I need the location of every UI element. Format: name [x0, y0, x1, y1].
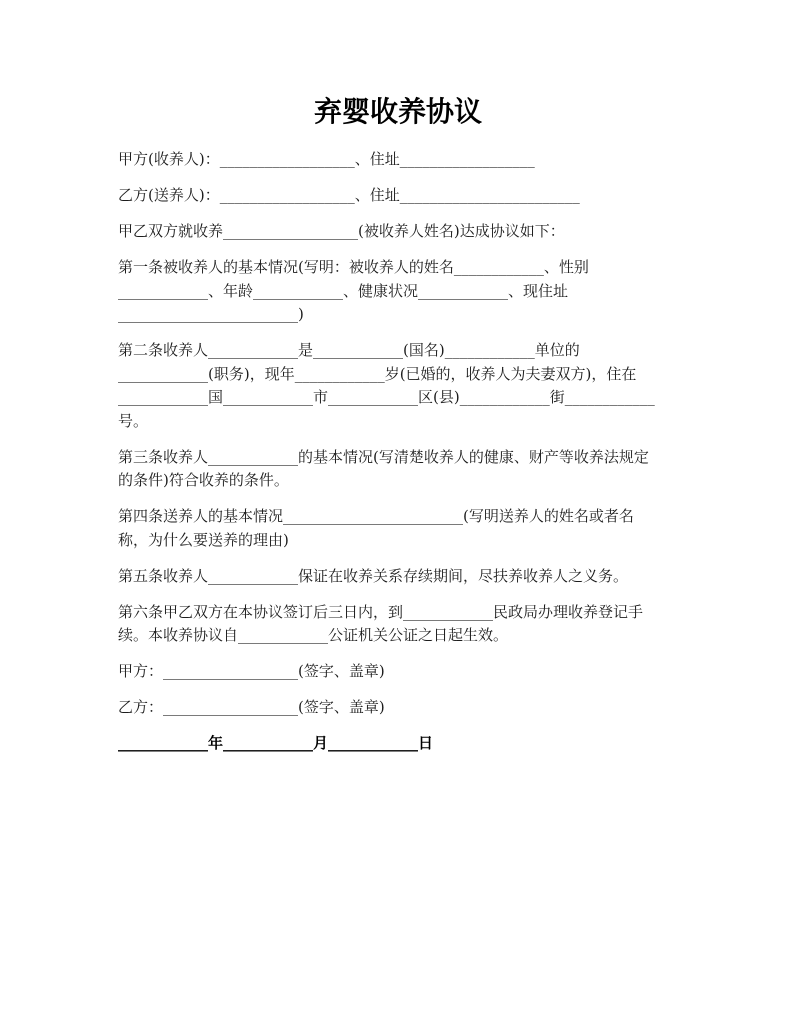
clause-3	[118, 446, 718, 493]
clause-6	[118, 601, 718, 648]
clause-6-line-1: 第六条甲乙双方在本协议签订后三日内，到____________民政局办理收养登记手	[118, 602, 644, 621]
clause-1	[118, 256, 718, 327]
party-b-line	[118, 184, 718, 208]
signature-party-b-text: 乙方：__________________(签字、盖章)	[118, 698, 385, 716]
agreement-intro	[118, 220, 718, 244]
signature-date	[118, 732, 718, 756]
party-b-text: 乙方(送养人)：__________________、住址________________________	[118, 186, 580, 204]
signature-party-a-text: 甲方：__________________(签字、盖章)	[118, 662, 385, 680]
clause-5-line-1: 第五条收养人____________保证在收养关系存续期间，尽扶养收养人之义务。	[118, 566, 629, 585]
clause-3-line-2: 的条件)符合收养的条件。	[118, 471, 289, 489]
signature-date-text: ____________年____________月____________日	[118, 734, 434, 752]
clause-2-line-2: ____________(职务)，现年____________岁(已婚的，收养人为夫妻双方)，住在	[118, 364, 637, 383]
agreement-intro-text: 甲乙双方就收养__________________(被收养人姓名)达成协议如下：	[118, 222, 565, 240]
signature-party-b	[118, 696, 718, 720]
clause-2	[118, 339, 718, 433]
clause-2-line-3: ____________国____________市____________区(县)____________街____________	[118, 388, 655, 406]
clause-6-line-2: 续。本收养协议自____________公证机关公证之日起生效。	[118, 626, 509, 644]
clause-4-line-2: 称，为什么要送养的理由)	[118, 530, 289, 549]
clause-1-line-3: ________________________)	[118, 305, 304, 323]
clause-2-line-1: 第二条收养人____________是____________(国名)____________单位的	[118, 341, 580, 359]
clause-1-line-1: 第一条被收养人的基本情况(写明：被收养人的姓名____________、性别	[118, 258, 589, 276]
clause-2-line-4: 号。	[118, 411, 149, 430]
clause-5	[118, 565, 718, 589]
clause-1-line-2: ____________、年龄____________、健康状况____________、现住址	[118, 281, 569, 300]
clause-4	[118, 505, 718, 552]
party-a-text: 甲方(收养人)：__________________、住址__________________	[118, 150, 535, 168]
signature-party-a	[118, 660, 718, 684]
document-title: 弃婴收养协议	[313, 95, 482, 128]
party-a-line	[118, 148, 718, 172]
clause-3-line-1: 第三条收养人____________的基本情况(写清楚收养人的健康、财产等收养法规定	[118, 447, 649, 466]
clause-4-line-1: 第四条送养人的基本情况________________________(写明送养人的姓名或者名	[118, 507, 634, 525]
document-body	[118, 148, 718, 768]
